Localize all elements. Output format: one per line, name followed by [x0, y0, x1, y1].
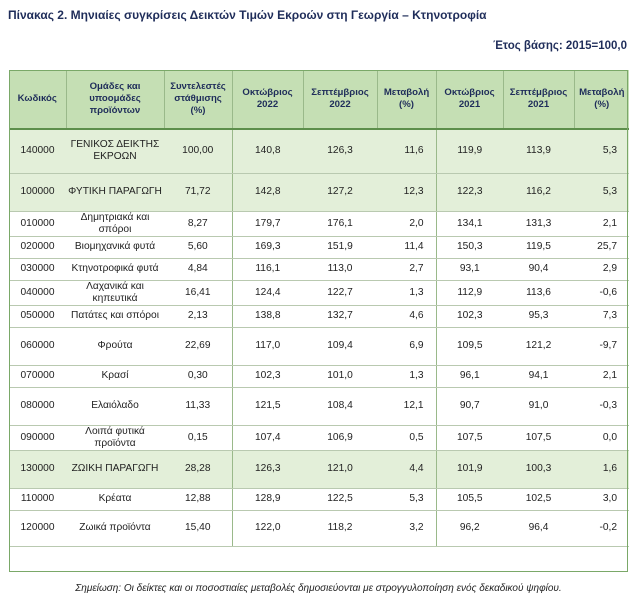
table-row [9, 327, 629, 365]
cell-change-2021: 5,3 [574, 129, 629, 173]
table-row [9, 236, 629, 258]
cell-sep2022: 127,2 [303, 173, 377, 211]
cell-change-2022: 0,5 [377, 425, 436, 450]
cell-change-2021: -0,6 [574, 280, 629, 305]
table-row [9, 129, 629, 173]
cell-code: 060000 [9, 327, 66, 365]
cell-oct2021: 119,9 [436, 129, 503, 173]
cell-oct2021: 101,9 [436, 450, 503, 488]
cell-sep2022: 151,9 [303, 236, 377, 258]
cell-oct2022: 124,4 [232, 280, 303, 305]
cell-code: 040000 [9, 280, 66, 305]
cell-oct2021: 96,2 [436, 510, 503, 546]
cell-oct2022: 128,9 [232, 488, 303, 510]
cell-change-2022: 1,3 [377, 280, 436, 305]
cell-code: 090000 [9, 425, 66, 450]
cell-change-2021: 2,9 [574, 258, 629, 280]
cell-group-name: Κτηνοτροφικά φυτά [66, 258, 164, 280]
cell-oct2021: 150,3 [436, 236, 503, 258]
cell-code: 020000 [9, 236, 66, 258]
cell-group-name: Πατάτες και σπόροι [66, 305, 164, 327]
cell-group-name: Φρούτα [66, 327, 164, 365]
cell-sep2022: 108,4 [303, 387, 377, 425]
cell-group-name: Ζωικά προϊόντα [66, 510, 164, 546]
cell-oct2022: 179,7 [232, 211, 303, 236]
footnote: Σημείωση: Οι δείκτες και οι ποσοστιαίες μεταβολές δημοσιεύονται με στρογγυλοποίηση ενός δεκαδικού ψηφίου. [75, 583, 562, 594]
cell-sep2022: 132,7 [303, 305, 377, 327]
cell-oct2022: 116,1 [232, 258, 303, 280]
cell-group-name: ΖΩΙΚΗ ΠΑΡΑΓΩΓΗ [66, 450, 164, 488]
cell-change-2022: 11,6 [377, 129, 436, 173]
cell-group-name: ΓΕΝΙΚΟΣ ΔΕΙΚΤΗΣ ΕΚΡΟΩΝ [66, 129, 164, 173]
cell-group-name: Ελαιόλαδο [66, 387, 164, 425]
cell-change-2021: 7,3 [574, 305, 629, 327]
cell-sep2022: 101,0 [303, 365, 377, 387]
cell-weight: 0,30 [164, 365, 232, 387]
table-row [9, 425, 629, 450]
price-index-table [9, 70, 629, 547]
cell-group-name: Δημητριακά και σπόροι [66, 211, 164, 236]
cell-oct2022: 142,8 [232, 173, 303, 211]
cell-code: 140000 [9, 129, 66, 173]
cell-oct2022: 102,3 [232, 365, 303, 387]
header-sep2021: Σεπτέμβριος 2021 [503, 70, 574, 129]
cell-sep2022: 113,0 [303, 258, 377, 280]
cell-code: 080000 [9, 387, 66, 425]
table-body [9, 129, 629, 546]
cell-sep2021: 131,3 [503, 211, 574, 236]
table-row [9, 450, 629, 488]
cell-oct2021: 93,1 [436, 258, 503, 280]
table-row [9, 510, 629, 546]
cell-sep2021: 121,2 [503, 327, 574, 365]
table-row [9, 258, 629, 280]
table-row [9, 280, 629, 305]
table-row [9, 488, 629, 510]
header-oct2021: Οκτώβριος 2021 [436, 70, 503, 129]
cell-sep2021: 113,6 [503, 280, 574, 305]
cell-oct2021: 122,3 [436, 173, 503, 211]
header-change-2022: Μεταβολή (%) [377, 70, 436, 129]
cell-weight: 12,88 [164, 488, 232, 510]
cell-change-2022: 12,1 [377, 387, 436, 425]
cell-group-name: Κρέατα [66, 488, 164, 510]
cell-oct2022: 169,3 [232, 236, 303, 258]
cell-oct2022: 117,0 [232, 327, 303, 365]
cell-code: 030000 [9, 258, 66, 280]
cell-change-2022: 6,9 [377, 327, 436, 365]
cell-oct2021: 90,7 [436, 387, 503, 425]
cell-weight: 2,13 [164, 305, 232, 327]
cell-oct2022: 138,8 [232, 305, 303, 327]
cell-change-2022: 4,4 [377, 450, 436, 488]
cell-sep2021: 116,2 [503, 173, 574, 211]
cell-oct2022: 140,8 [232, 129, 303, 173]
cell-change-2022: 2,0 [377, 211, 436, 236]
header-sep2022: Σεπτέμβριος 2022 [303, 70, 377, 129]
cell-sep2021: 94,1 [503, 365, 574, 387]
cell-weight: 15,40 [164, 510, 232, 546]
cell-sep2021: 102,5 [503, 488, 574, 510]
cell-weight: 11,33 [164, 387, 232, 425]
table-row [9, 387, 629, 425]
cell-code: 070000 [9, 365, 66, 387]
header-groups: Ομάδες και υποομάδες προϊόντων [66, 70, 164, 129]
cell-weight: 100,00 [164, 129, 232, 173]
cell-sep2021: 90,4 [503, 258, 574, 280]
cell-oct2022: 126,3 [232, 450, 303, 488]
header-row [9, 70, 629, 129]
cell-change-2021: 0,0 [574, 425, 629, 450]
base-year-label: Έτος βάσης: 2015=100,0 [493, 40, 627, 52]
cell-change-2021: 1,6 [574, 450, 629, 488]
header-change-2021: Μεταβολή (%) [574, 70, 629, 129]
cell-oct2021: 102,3 [436, 305, 503, 327]
cell-oct2021: 107,5 [436, 425, 503, 450]
cell-sep2021: 119,5 [503, 236, 574, 258]
cell-sep2022: 122,7 [303, 280, 377, 305]
cell-weight: 0,15 [164, 425, 232, 450]
cell-change-2021: 5,3 [574, 173, 629, 211]
cell-change-2022: 1,3 [377, 365, 436, 387]
cell-code: 130000 [9, 450, 66, 488]
cell-weight: 22,69 [164, 327, 232, 365]
cell-change-2022: 4,6 [377, 305, 436, 327]
cell-sep2022: 121,0 [303, 450, 377, 488]
cell-oct2021: 109,5 [436, 327, 503, 365]
cell-change-2021: -0,3 [574, 387, 629, 425]
cell-weight: 71,72 [164, 173, 232, 211]
cell-code: 110000 [9, 488, 66, 510]
table-row [9, 211, 629, 236]
cell-oct2022: 121,5 [232, 387, 303, 425]
cell-group-name: Λαχανικά και κηπευτικά [66, 280, 164, 305]
cell-code: 050000 [9, 305, 66, 327]
cell-code: 120000 [9, 510, 66, 546]
cell-change-2021: 2,1 [574, 365, 629, 387]
cell-change-2021: 2,1 [574, 211, 629, 236]
table-row [9, 365, 629, 387]
cell-sep2022: 176,1 [303, 211, 377, 236]
cell-sep2021: 113,9 [503, 129, 574, 173]
table-row [9, 173, 629, 211]
cell-sep2021: 96,4 [503, 510, 574, 546]
cell-oct2021: 96,1 [436, 365, 503, 387]
cell-oct2021: 112,9 [436, 280, 503, 305]
cell-weight: 5,60 [164, 236, 232, 258]
cell-sep2022: 109,4 [303, 327, 377, 365]
cell-change-2022: 3,2 [377, 510, 436, 546]
header-weights: Συντελεστές στάθμισης (%) [164, 70, 232, 129]
cell-weight: 16,41 [164, 280, 232, 305]
cell-code: 010000 [9, 211, 66, 236]
cell-sep2021: 95,3 [503, 305, 574, 327]
cell-change-2022: 2,7 [377, 258, 436, 280]
table-title: Πίνακας 2. Μηνιαίες συγκρίσεις Δεικτών Τιμών Εκροών στη Γεωργία – Κτηνοτροφία [8, 8, 487, 22]
cell-sep2021: 107,5 [503, 425, 574, 450]
cell-weight: 4,84 [164, 258, 232, 280]
cell-change-2021: 25,7 [574, 236, 629, 258]
header-code: Κωδικός [9, 70, 66, 129]
cell-change-2022: 12,3 [377, 173, 436, 211]
cell-group-name: ΦΥΤΙΚΗ ΠΑΡΑΓΩΓΗ [66, 173, 164, 211]
cell-change-2022: 5,3 [377, 488, 436, 510]
cell-change-2021: -0,2 [574, 510, 629, 546]
cell-weight: 8,27 [164, 211, 232, 236]
cell-group-name: Βιομηχανικά φυτά [66, 236, 164, 258]
cell-oct2021: 134,1 [436, 211, 503, 236]
cell-sep2022: 118,2 [303, 510, 377, 546]
table-row [9, 305, 629, 327]
cell-sep2021: 100,3 [503, 450, 574, 488]
cell-weight: 28,28 [164, 450, 232, 488]
cell-sep2022: 106,9 [303, 425, 377, 450]
cell-code: 100000 [9, 173, 66, 211]
cell-group-name: Λοιπά φυτικά προϊόντα [66, 425, 164, 450]
cell-sep2022: 126,3 [303, 129, 377, 173]
cell-sep2022: 122,5 [303, 488, 377, 510]
cell-oct2022: 122,0 [232, 510, 303, 546]
cell-group-name: Κρασί [66, 365, 164, 387]
header-oct2022: Οκτώβριος 2022 [232, 70, 303, 129]
cell-change-2022: 11,4 [377, 236, 436, 258]
cell-change-2021: 3,0 [574, 488, 629, 510]
cell-oct2022: 107,4 [232, 425, 303, 450]
cell-sep2021: 91,0 [503, 387, 574, 425]
cell-change-2021: -9,7 [574, 327, 629, 365]
cell-oct2021: 105,5 [436, 488, 503, 510]
